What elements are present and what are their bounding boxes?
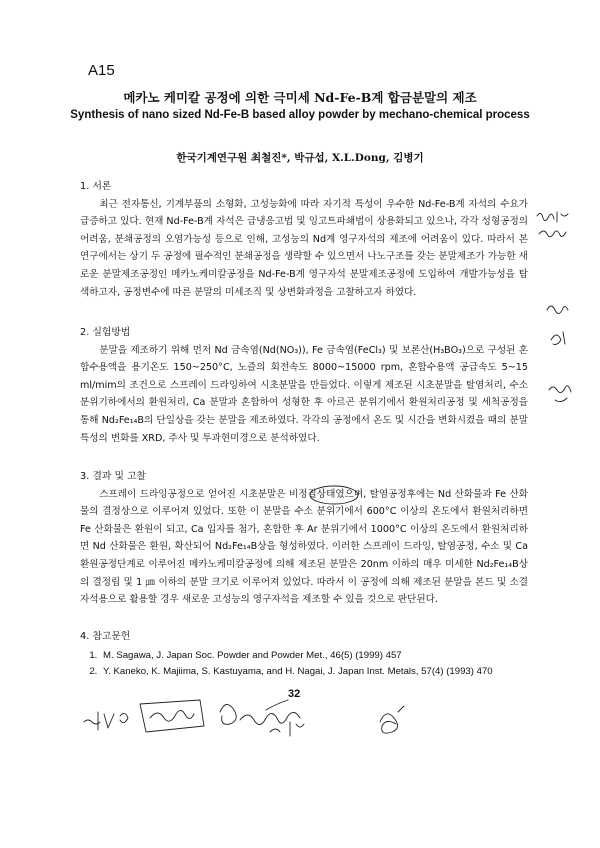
references-heading: 4. 참고문헌 — [80, 631, 131, 642]
section-results — [80, 468, 528, 609]
page-number: 32 — [288, 688, 301, 700]
handwritten-margin-note — [545, 300, 575, 450]
section-heading: 1. 서론 — [80, 181, 112, 192]
section-heading: 2. 실험방법 — [80, 327, 131, 338]
section-heading: 3. 결과 및 고찰 — [80, 471, 147, 482]
title-korean: 메카노 케미칼 공정에 의한 극미세 Nd-Fe-B계 합금분말의 제조 — [123, 90, 477, 105]
handwritten-circle — [308, 485, 360, 505]
section-paragraph: 최근 전자통신, 기계부품의 소형화, 고성능화에 따라 자기적 특성이 우수한 Nd-Fe-B계 자석의 수요가 급증하고 있다. 현재 Nd-Fe-B계 자석은 급냉응고법 및 잉고트파쇄법이 상용화되고 있으나, 각각 성형공정의 어려움, 분쇄공정의 오염가능성 등으로 인해, 고성능의 Nd계 영구자석의 제조에 어려움이 있다. 따라서 본 연구에서는 상기 두 공정에 필수적인 분쇄공정을 생략할 수 있으면서 나노구조를 갖는 분말제조가 가능한 새로운 분말제조공정인 메카노케미칼공정을 Nd-Fe-B계 영구자석 분말제조공정에 도입하여 개발가능성을 탐색하고자, 공정변수에 따른 분말의 미세조직 및 상변화과정을 고찰하고자 하였다. — [80, 198, 528, 298]
handwritten-margin-note — [535, 208, 575, 248]
abstract-code: A15 — [88, 62, 115, 79]
section-introduction — [80, 178, 528, 301]
title-english: Synthesis of nano sized Nd-Fe-B based alloy powder by mechano-chemical process — [70, 109, 530, 121]
reference-item: 1. M. Sagawa, J. Japan Soc. Powder and Powder Met., 46(5) (1999) 457 — [100, 648, 540, 665]
reference-item: 2. Y. Kaneko, K. Majiima, S. Kastuyama, and H. Nagai, J. Japan Inst. Metals, 57(4) (1993) 470 — [100, 664, 540, 681]
section-methods — [80, 324, 528, 447]
handwritten-signatures — [80, 692, 500, 752]
authors-line: 한국기계연구원 최철진*, 박규섭, X.L.Dong, 김병기 — [176, 152, 424, 164]
references — [80, 629, 540, 681]
section-paragraph: 스프레이 드라잉공정으로 얻어진 시초분말은 비정질상태였으며, 탈염공정후에는 Nd 산화물과 Fe 산화물의 결정상으로 이루어져 있었다. 또한 이 분말을 수소 분위기에서 600°C 이상의 온도에서 환원처리하면 Fe 산화물은 환원이 되고, Ca 입자를 첨가, 혼합한 후 Ar 분위기에서 1000°C 이상의 온도에서 환원처리하면 Nd 산화물은 환원, 확산되어 Nd₂Fe₁₄B상을 형성하였다. 이러한 스프레이 드라잉, 탈염공정, 수소 및 Ca환원공정단계로 이루어진 메카노케미칼공정에 의해 제조된 분말은 20nm 이하의 매우 미세한 Nd₂Fe₁₄B상의 결정립 및 1 ㎛ 이하의 분말 크기로 이루어져 있었다. 따라서 이 공정에 의해 제조된 분말을 본드 및 소결자석용으로 활용할 경우 새로운 고성능의 영구자석을 제조할 수 있을 것으로 판단된다. — [80, 488, 528, 606]
section-paragraph: 분말을 제조하기 위해 먼저 Nd 금속염(Nd(NO₃)), Fe 금속염(FeCl₃) 및 보론산(H₃BO₃)으로 구성된 혼합수용액을 용기온도 150~250°C, 노즐의 회전속도 8000~15000 rpm, 혼합수용액 공급속도 5~15 ml/mim의 조건으로 스프레이 드라잉하여 시초분말을 만들었다. 이렇게 제조된 시초분말을 탈염처리, 수소 분위기하에서의 환원처리, Ca 분말과 혼합하여 성형한 후 아르곤 분위기에서 환원처리공정 및 세척공정을 통해 Nd₂Fe₁₄B의 단일상을 갖는 분말을 제조하였다. 각각의 공정에서 온도 및 시간을 변화시켰을 때의 분말특성의 변화를 XRD, 주사 및 투과현미경으로 분석하였다. — [80, 344, 528, 444]
